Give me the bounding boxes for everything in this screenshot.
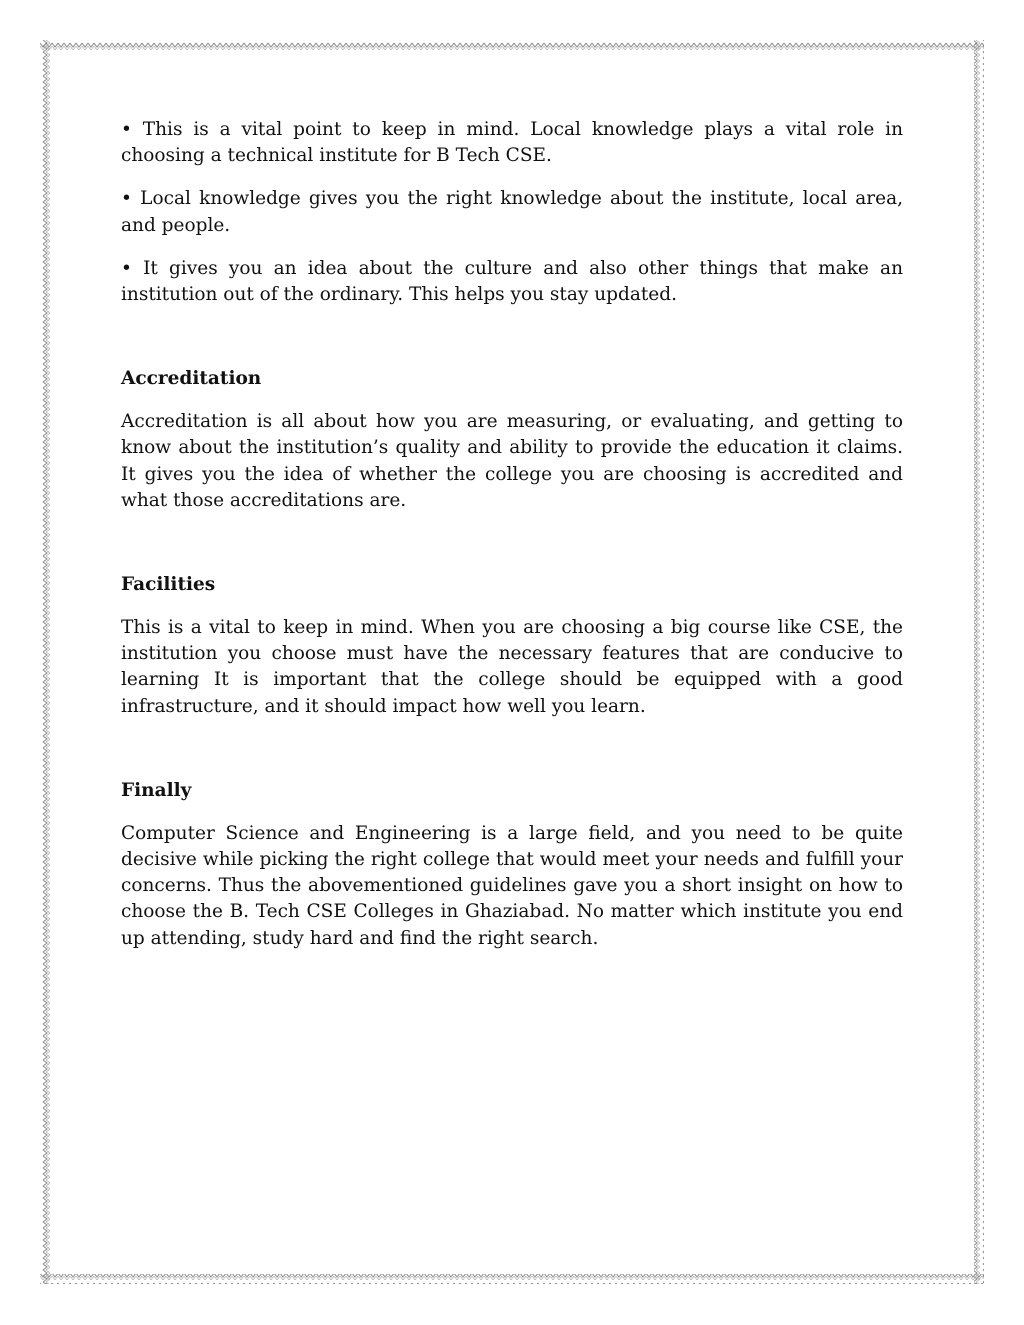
bullet-marker: • (121, 257, 132, 279)
bullet-paragraph (121, 117, 903, 169)
section-heading: Accreditation (121, 368, 262, 390)
section-finally (121, 778, 903, 952)
section-facilities (121, 572, 903, 720)
border-bottom (40, 1274, 984, 1284)
section-paragraph: This is a vital to keep in mind. When you are choosing a big course like CSE, the institution you choose must have the necessary features that are conducive to learning It is important that the college should be equipped with a good infrastructure, and it should impact how well you learn. (121, 617, 903, 717)
border-right (974, 40, 984, 1284)
bullet-paragraph (121, 256, 903, 308)
bullet-text: It gives you an idea about the culture and also other things that make an institution out of the ordinary. This helps you stay updated. (121, 257, 903, 306)
section-accreditation (121, 366, 903, 514)
bullet-marker: • (121, 119, 132, 140)
section-heading: Finally (121, 779, 192, 801)
bullet-text: This is a vital point to keep in mind. Local knowledge plays a vital role in choosing a technical institute for B Tech CSE. (121, 119, 903, 167)
border-top (40, 40, 984, 50)
border-left (40, 40, 50, 1284)
document-body (121, 117, 903, 952)
bullet-marker: • (121, 188, 132, 210)
bullet-text: Local knowledge gives you the right knowledge about the institute, local area, and people. (121, 188, 903, 236)
bullet-paragraph (121, 186, 903, 238)
section-heading: Facilities (121, 574, 216, 596)
section-paragraph: Accreditation is all about how you are measuring, or evaluating, and getting to know about the institution’s quality and ability to provide the education it claims. It gives you the idea of whether the college you are choosing is accredited and what those accreditations are. (121, 411, 903, 511)
section-paragraph: Computer Science and Engineering is a large field, and you need to be quite decisive while picking the right college that would meet your needs and fulfill your concerns. Thus the abovementioned guidelines gave you a short insight on how to choose the B. Tech CSE Colleges in Ghaziabad. No matter which institute you end up attending, study hard and find the right search. (121, 822, 903, 949)
